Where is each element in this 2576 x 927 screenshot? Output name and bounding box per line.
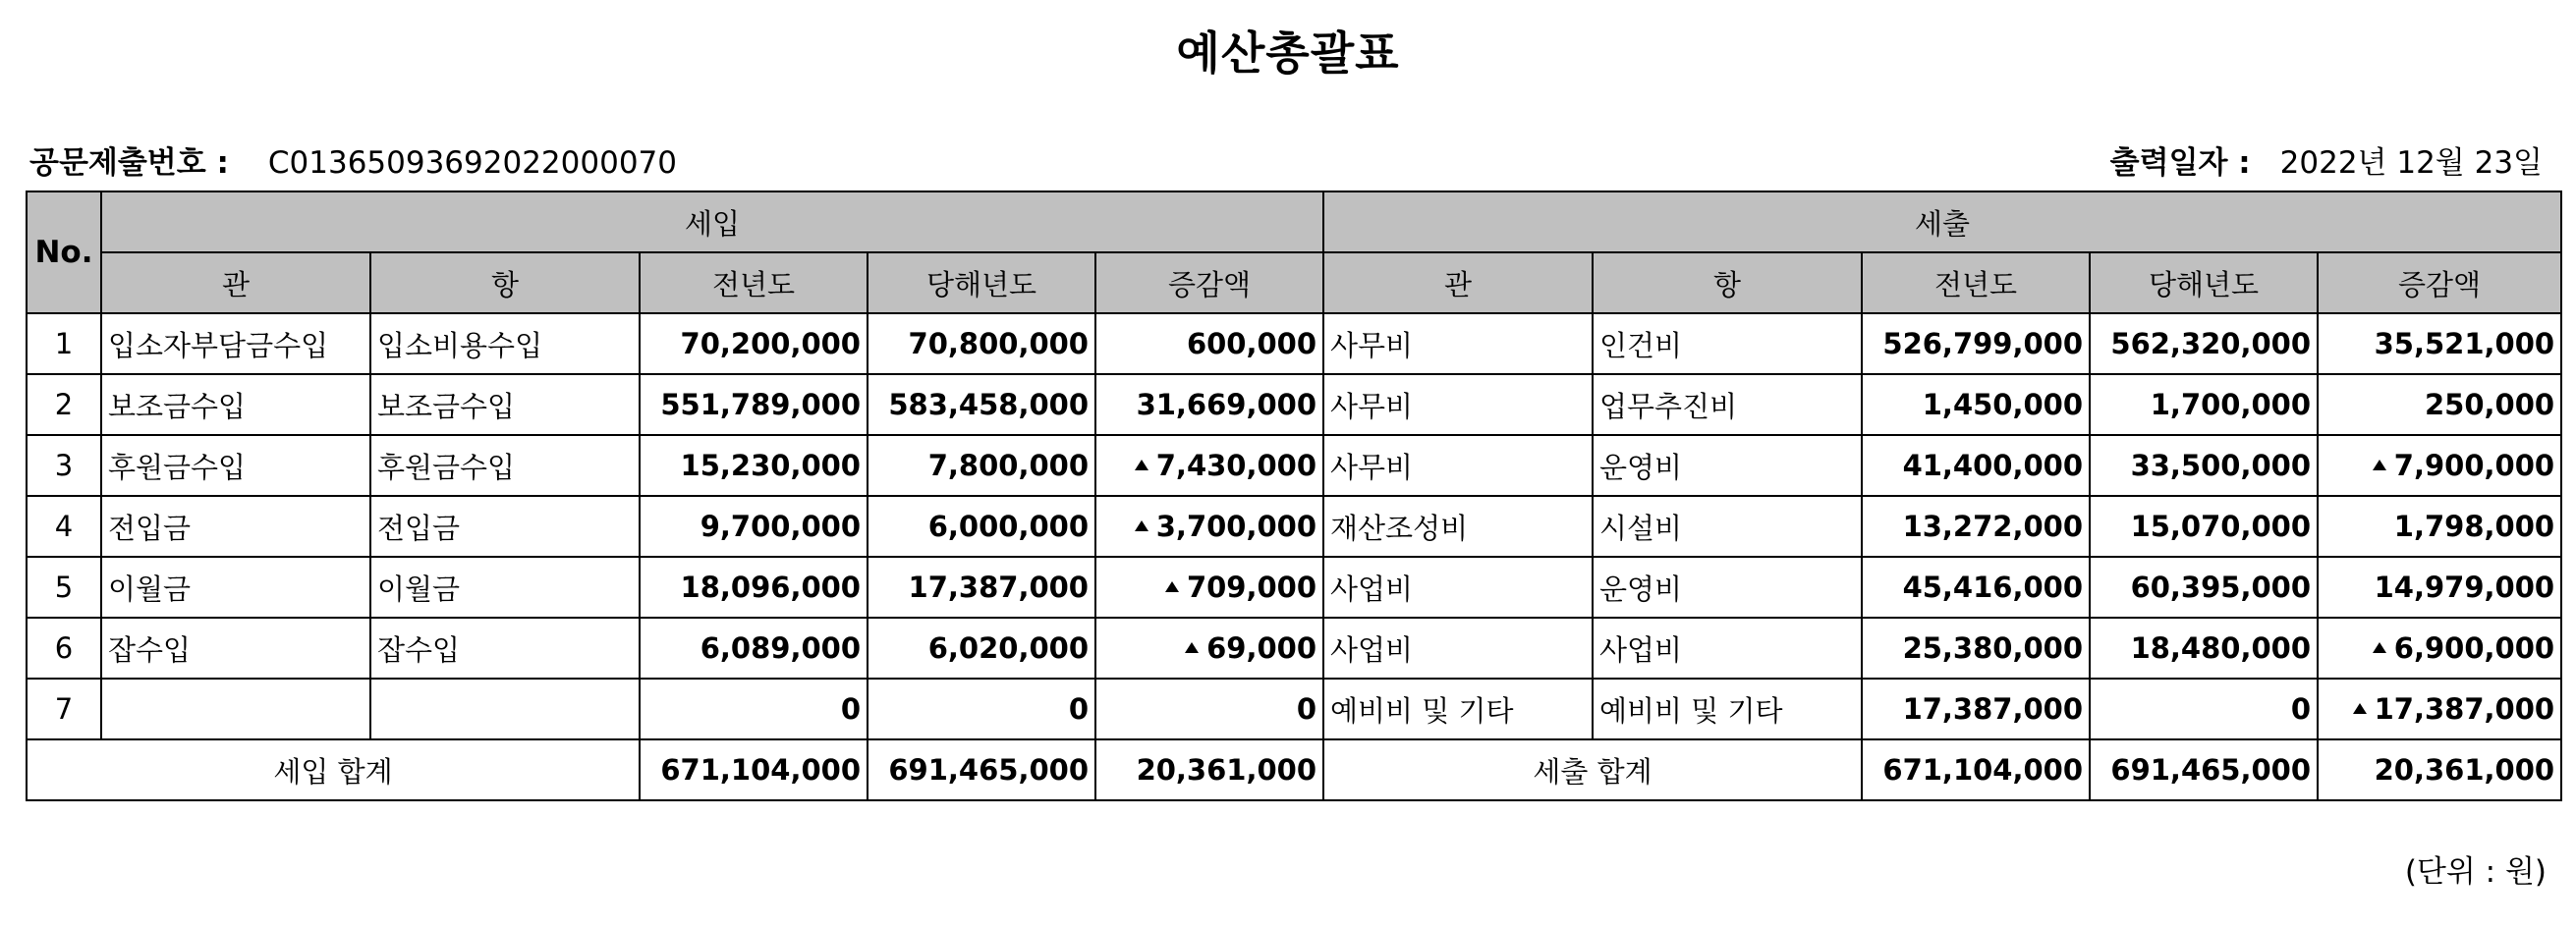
expense-prev: 17,387,000 — [1862, 679, 2090, 739]
income-total-label: 세입 합계 — [27, 739, 640, 800]
header-income: 세입 — [101, 191, 1323, 252]
row-no: 7 — [27, 679, 101, 739]
income-diff — [1095, 496, 1323, 557]
expense-prev: 1,450,000 — [1862, 374, 2090, 435]
budget-table — [26, 191, 2562, 801]
expense-curr: 0 — [2090, 679, 2318, 739]
decrease-triangle-icon — [1135, 460, 1148, 470]
income-diff — [1095, 679, 1323, 739]
income-hang: 잡수입 — [370, 618, 640, 679]
income-curr: 7,800,000 — [868, 435, 1095, 496]
expense-curr: 18,480,000 — [2090, 618, 2318, 679]
header-expense-hang: 항 — [1593, 252, 1862, 313]
expense-diff-value: 14,979,000 — [2374, 571, 2555, 604]
expense-diff-value: 250,000 — [2424, 388, 2555, 421]
income-prev: 9,700,000 — [640, 496, 868, 557]
table-row — [27, 557, 2561, 618]
header-expense-diff: 증감액 — [2318, 252, 2561, 313]
expense-hang: 업무추진비 — [1593, 374, 1862, 435]
expense-total-curr: 691,465,000 — [2090, 739, 2318, 800]
income-total-prev: 671,104,000 — [640, 739, 868, 800]
print-date — [2110, 137, 2543, 182]
income-curr: 583,458,000 — [868, 374, 1095, 435]
expense-diff-value: 35,521,000 — [2374, 327, 2555, 360]
table-row — [27, 374, 2561, 435]
decrease-triangle-icon — [1185, 642, 1199, 653]
header-expense-gwan: 관 — [1323, 252, 1593, 313]
header-row-groups — [27, 191, 2561, 252]
expense-gwan: 사업비 — [1323, 618, 1593, 679]
expense-prev: 25,380,000 — [1862, 618, 2090, 679]
income-diff — [1095, 374, 1323, 435]
decrease-triangle-icon — [2373, 642, 2386, 653]
income-diff-value: 69,000 — [1206, 631, 1317, 665]
decrease-triangle-icon — [2353, 703, 2367, 714]
income-diff-value: 7,430,000 — [1155, 449, 1317, 482]
print-date-value: 2022년 12월 23일 — [2279, 145, 2543, 181]
expense-hang: 예비비 및 기타 — [1593, 679, 1862, 739]
header-income-curr: 당해년도 — [868, 252, 1095, 313]
expense-curr: 562,320,000 — [2090, 313, 2318, 374]
header-expense-curr: 당해년도 — [2090, 252, 2318, 313]
income-total-diff: 20,361,000 — [1095, 739, 1323, 800]
expense-hang: 운영비 — [1593, 435, 1862, 496]
header-income-prev: 전년도 — [640, 252, 868, 313]
income-gwan: 후원금수입 — [101, 435, 370, 496]
income-diff-value: 31,669,000 — [1136, 388, 1317, 421]
income-diff — [1095, 557, 1323, 618]
document-number — [29, 137, 677, 182]
income-curr: 70,800,000 — [868, 313, 1095, 374]
expense-hang: 시설비 — [1593, 496, 1862, 557]
income-hang: 전입금 — [370, 496, 640, 557]
expense-hang: 운영비 — [1593, 557, 1862, 618]
row-no: 3 — [27, 435, 101, 496]
income-gwan: 전입금 — [101, 496, 370, 557]
income-diff-value: 3,700,000 — [1155, 510, 1317, 543]
income-curr: 17,387,000 — [868, 557, 1095, 618]
table-row — [27, 618, 2561, 679]
income-diff — [1095, 618, 1323, 679]
row-no: 5 — [27, 557, 101, 618]
income-hang: 입소비용수입 — [370, 313, 640, 374]
expense-total-diff: 20,361,000 — [2318, 739, 2561, 800]
document-number-value: C01365093692022000070 — [267, 145, 677, 181]
table-row — [27, 435, 2561, 496]
document-number-label: 공문제출번호 : — [29, 145, 229, 181]
expense-diff — [2318, 557, 2561, 618]
income-gwan: 잡수입 — [101, 618, 370, 679]
income-gwan: 보조금수입 — [101, 374, 370, 435]
income-prev: 15,230,000 — [640, 435, 868, 496]
income-hang — [370, 679, 640, 739]
header-expense-prev: 전년도 — [1862, 252, 2090, 313]
income-diff — [1095, 435, 1323, 496]
income-prev: 18,096,000 — [640, 557, 868, 618]
expense-diff — [2318, 313, 2561, 374]
expense-gwan: 예비비 및 기타 — [1323, 679, 1593, 739]
expense-gwan: 사무비 — [1323, 374, 1593, 435]
expense-diff — [2318, 496, 2561, 557]
expense-gwan: 재산조성비 — [1323, 496, 1593, 557]
table-row — [27, 313, 2561, 374]
income-diff — [1095, 313, 1323, 374]
expense-total-label: 세출 합계 — [1323, 739, 1862, 800]
expense-prev: 41,400,000 — [1862, 435, 2090, 496]
income-gwan — [101, 679, 370, 739]
income-prev: 551,789,000 — [640, 374, 868, 435]
income-diff-value: 600,000 — [1186, 327, 1317, 360]
row-no: 4 — [27, 496, 101, 557]
expense-curr: 60,395,000 — [2090, 557, 2318, 618]
income-curr: 6,000,000 — [868, 496, 1095, 557]
expense-diff-value: 6,900,000 — [2393, 631, 2555, 665]
income-curr: 0 — [868, 679, 1095, 739]
income-prev: 0 — [640, 679, 868, 739]
header-row-columns — [27, 252, 2561, 313]
decrease-triangle-icon — [2373, 460, 2386, 470]
header-income-diff: 증감액 — [1095, 252, 1323, 313]
expense-diff — [2318, 374, 2561, 435]
page-title: 예산총괄표 — [1176, 27, 1400, 80]
expense-diff — [2318, 435, 2561, 496]
income-total-curr: 691,465,000 — [868, 739, 1095, 800]
header-income-hang: 항 — [370, 252, 640, 313]
expense-hang: 인건비 — [1593, 313, 1862, 374]
income-gwan: 입소자부담금수입 — [101, 313, 370, 374]
expense-gwan: 사업비 — [1323, 557, 1593, 618]
expense-curr: 33,500,000 — [2090, 435, 2318, 496]
totals-row — [27, 739, 2561, 800]
expense-prev: 45,416,000 — [1862, 557, 2090, 618]
income-hang: 이월금 — [370, 557, 640, 618]
row-no: 6 — [27, 618, 101, 679]
expense-diff — [2318, 679, 2561, 739]
income-hang: 보조금수입 — [370, 374, 640, 435]
header-income-gwan: 관 — [101, 252, 370, 313]
expense-hang: 사업비 — [1593, 618, 1862, 679]
expense-diff-value: 1,798,000 — [2393, 510, 2555, 543]
income-diff-value: 709,000 — [1186, 571, 1317, 604]
income-prev: 6,089,000 — [640, 618, 868, 679]
expense-prev: 526,799,000 — [1862, 313, 2090, 374]
expense-gwan: 사무비 — [1323, 313, 1593, 374]
expense-prev: 13,272,000 — [1862, 496, 2090, 557]
income-curr: 6,020,000 — [868, 618, 1095, 679]
table-row — [27, 679, 2561, 739]
expense-diff-value: 7,900,000 — [2393, 449, 2555, 482]
row-no: 2 — [27, 374, 101, 435]
print-date-label: 출력일자 : — [2109, 145, 2251, 181]
expense-total-prev: 671,104,000 — [1862, 739, 2090, 800]
table-row — [27, 496, 2561, 557]
income-prev: 70,200,000 — [640, 313, 868, 374]
expense-diff-value: 17,387,000 — [2374, 692, 2555, 726]
income-hang: 후원금수입 — [370, 435, 640, 496]
expense-curr: 15,070,000 — [2090, 496, 2318, 557]
income-diff-value: 0 — [1296, 692, 1317, 726]
expense-curr: 1,700,000 — [2090, 374, 2318, 435]
header-expense: 세출 — [1323, 191, 2561, 252]
decrease-triangle-icon — [1165, 581, 1179, 592]
income-gwan: 이월금 — [101, 557, 370, 618]
header-no: No. — [27, 191, 101, 313]
row-no: 1 — [27, 313, 101, 374]
expense-diff — [2318, 618, 2561, 679]
expense-gwan: 사무비 — [1323, 435, 1593, 496]
unit-note: (단위 : 원) — [2404, 854, 2547, 890]
decrease-triangle-icon — [1135, 520, 1148, 531]
